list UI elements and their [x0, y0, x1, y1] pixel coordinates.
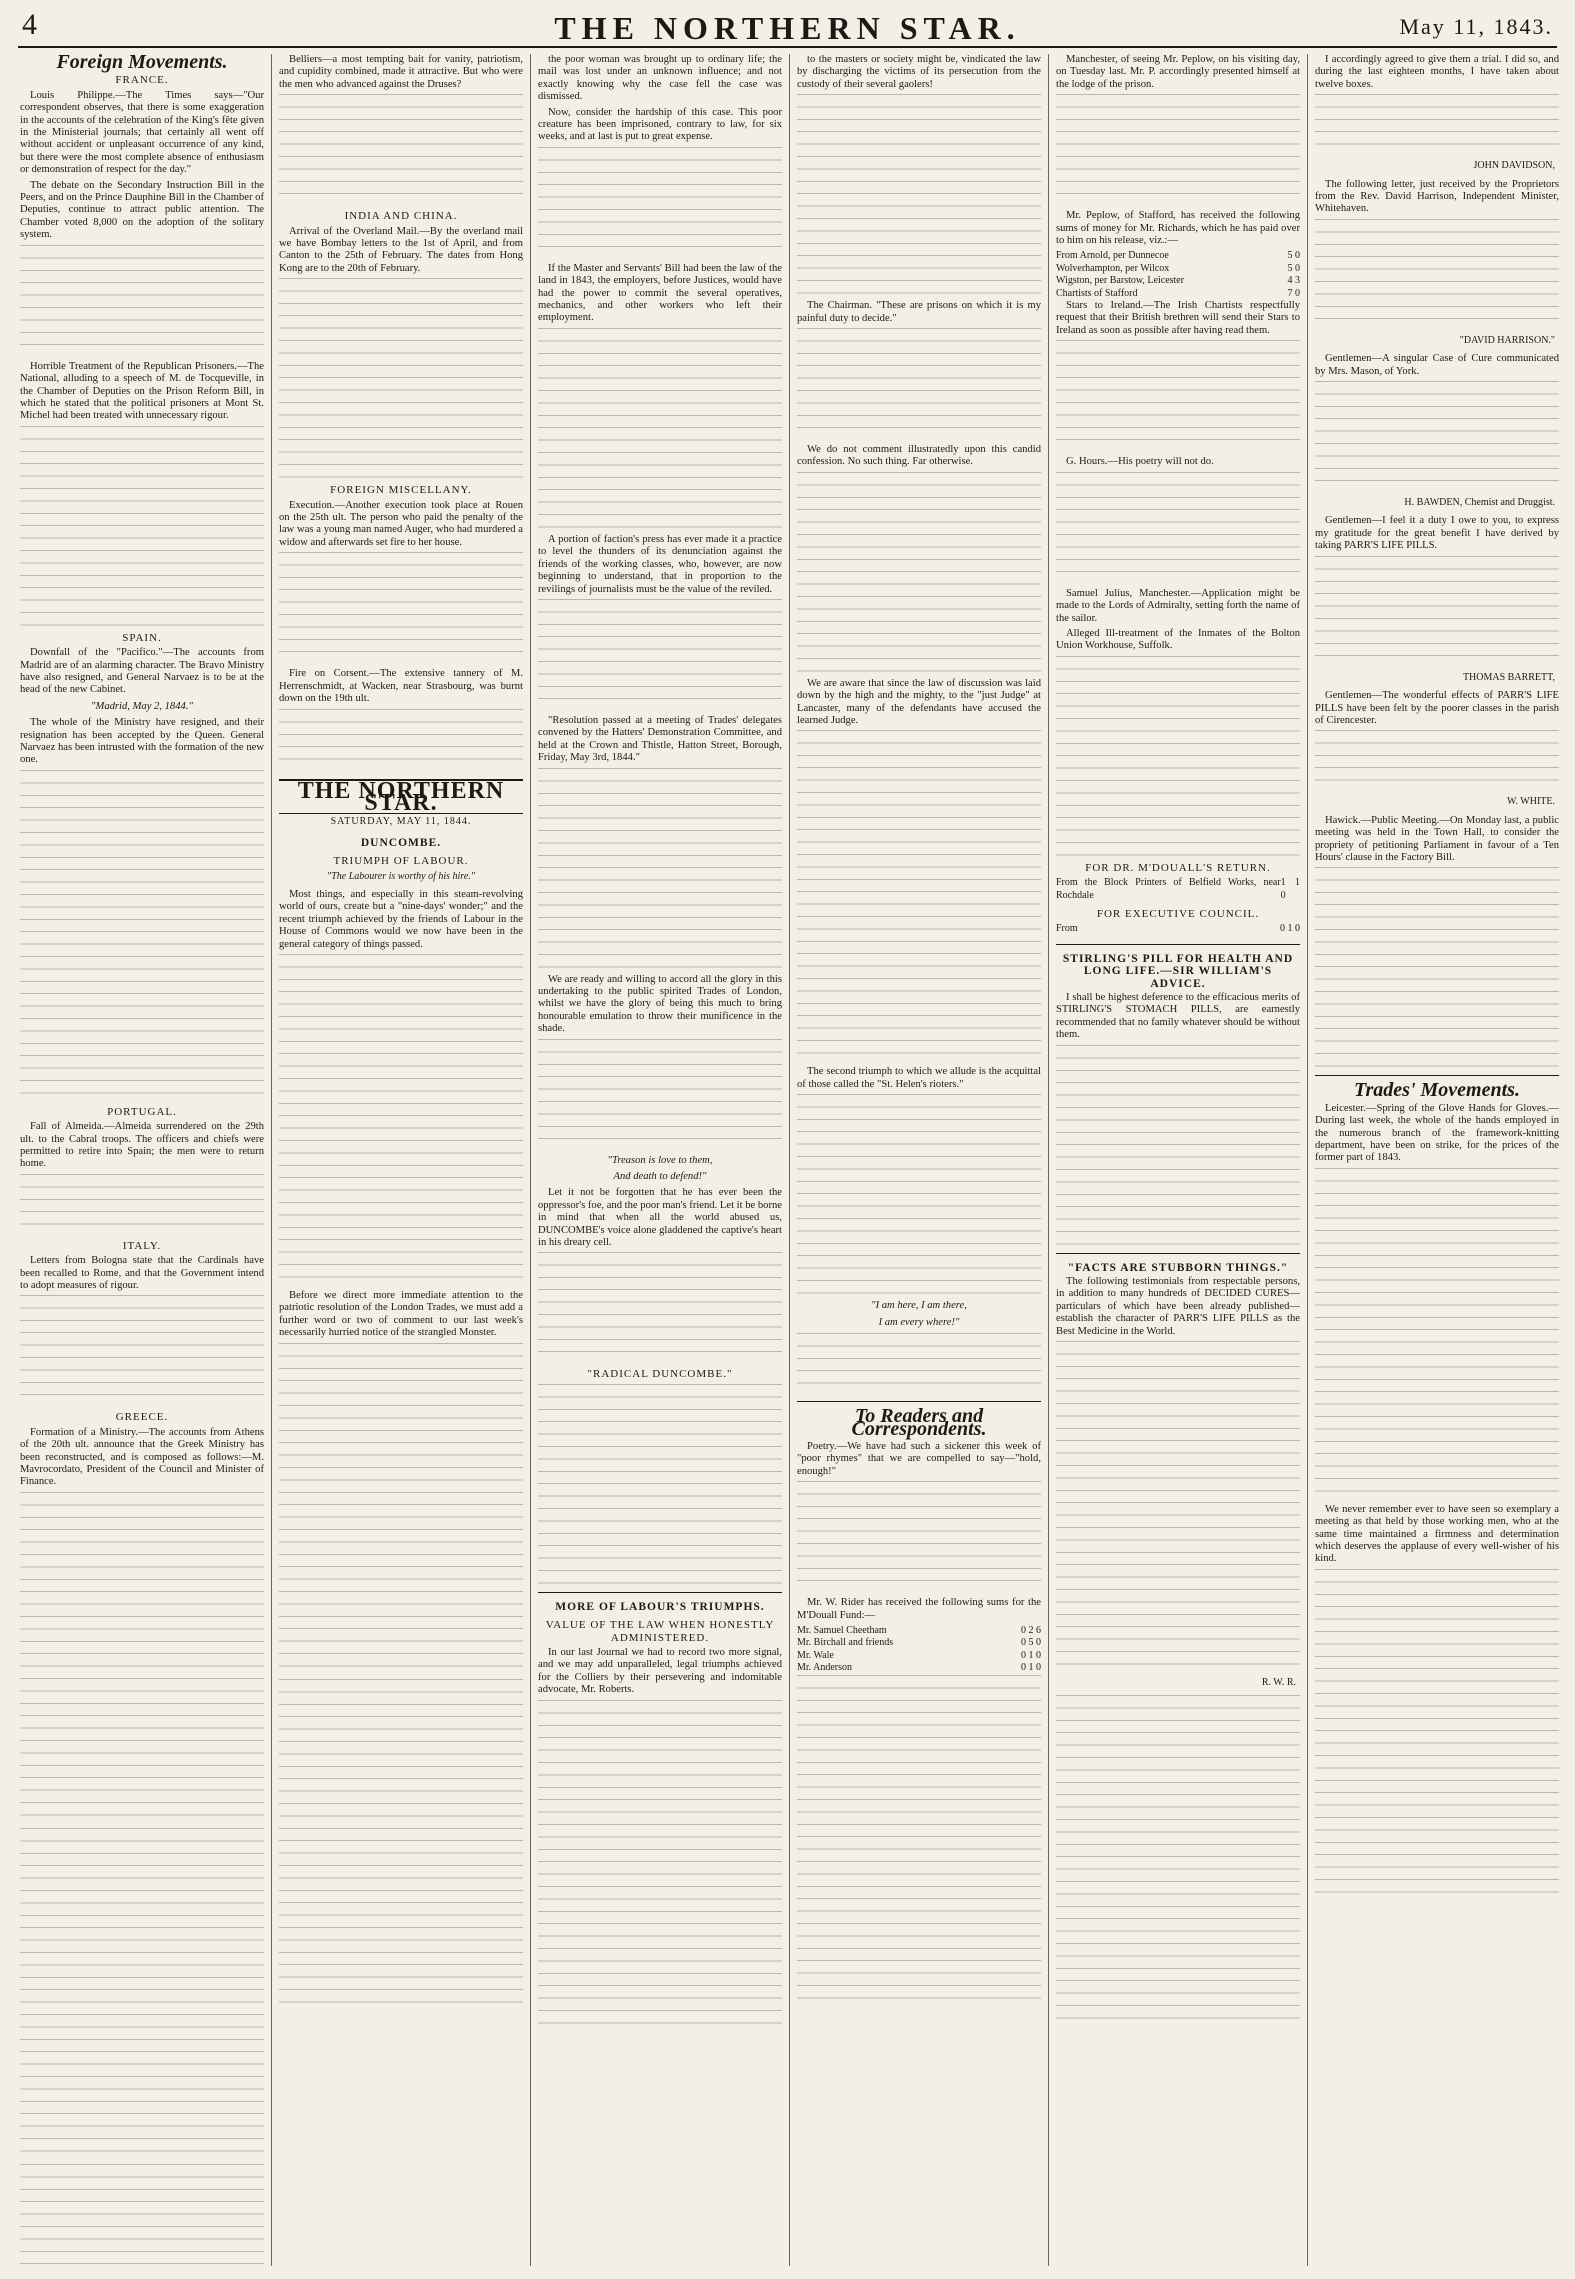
leader-newspaper-title: THE NORTHERN STAR.	[279, 779, 523, 815]
article-body-lines	[1056, 656, 1300, 856]
article-paragraph: We are ready and willing to accord all the glory in this undertaking to the public spirited Trades of London, whilst we have the glory of being this much to bring honourable emulation to throw their munificence in the shade.	[538, 973, 782, 1035]
signature: W. WHITE.	[1506, 796, 1555, 808]
advert-paragraph: Gentlemen—The wonderful effects of PARR'S LIFE PILLS have been felt by the poorer classes in the parish of Cirencester.	[1315, 690, 1559, 726]
article-paragraph: We are aware that since the law of discussion was laid down by the high and the mighty, to the "just Judge" at Lancaster, many of the defendants have accused the learned Judge.	[797, 677, 1041, 727]
subheading-value-of-law: VALUE OF THE LAW WHEN HONESTLY ADMINISTERED.	[545, 1619, 775, 1644]
article-body-lines	[20, 1295, 264, 1405]
advert-body-lines	[1315, 219, 1559, 329]
heading-more-triumphs: MORE OF LABOUR'S TRIUMPHS.	[555, 1600, 765, 1613]
article-paragraph: A portion of faction's press has ever made it a practice to level the thunders of its denunciation against the friends of the working classes, who, however, are now beginning to understand, that in proportion to the revilings of journalists must be the value of the reviled.	[538, 533, 782, 595]
article-paragraph: Stars to Ireland.—The Irish Chartists respectfully request that their British brethren will send their Stars to Ireland as soon as possible after having read them.	[1056, 300, 1300, 336]
subscription-row: Chartists of Stafford 7 0	[1056, 287, 1300, 299]
advert-paragraph: The following testimonials from respectable persons, in addition to many hundreds of DECIDED CURES—particulars of which have been already published—establish the character of PARR'S LIFE PILLS as the Best Medicine in the World.	[1056, 1276, 1300, 1337]
advert-body-lines	[1056, 1045, 1300, 1245]
article-paragraph: Execution.—Another execution took place at Rouen on the 25th ult. The person who paid the penalty of the law was a young man named Auger, who had murdered a widow and afterwards set fire to her house.	[279, 499, 523, 548]
article-body-lines	[538, 768, 782, 968]
subscription-row: Wigston, per Barstow, Leicester 4 3	[1056, 275, 1300, 287]
article-paragraph: Horrible Treatment of the Republican Prisoners.—The National, alluding to a speech of M. de Tocqueville, in the Chamber of Deputies on the Prison Reform Bill, in which he stated that the political prisoners at Mont St. Michel had been treated with unnecessary rigour.	[20, 360, 264, 422]
article-body-lines	[797, 94, 1041, 294]
article-body-lines	[538, 1252, 782, 1362]
article-body-lines	[279, 1679, 523, 2009]
signature: "DAVID HARRISON."	[1459, 334, 1555, 346]
divider	[797, 1401, 1041, 1402]
advert-body-lines	[1315, 381, 1559, 491]
article-body-lines	[279, 1343, 523, 1673]
article-body-lines	[797, 1333, 1041, 1393]
article-body-lines	[538, 328, 782, 528]
article-paragraph: "Resolution passed at a meeting of Trades' delegates convened by the Hatters' Demonstration Committee, and held at the Crown and Thistle, Hatton Street, Borough, Friday, May 3rd, 1844."	[538, 714, 782, 764]
masthead	[18, 6, 1557, 48]
subhead-india-china: INDIA AND CHINA.	[344, 210, 458, 223]
advert-body-lines	[1315, 730, 1559, 790]
dateline-quote: "Madrid, May 2, 1844."	[91, 700, 193, 712]
advert-body-lines	[1056, 1341, 1300, 1671]
article-paragraph: In our last Journal we had to record two more signal, and we may add unparalleled, legal triumphs achieved for the Colliers by their persevering and indomitable advocate, Mr. Roberts.	[538, 1647, 782, 1696]
divider	[1056, 944, 1300, 945]
article-body-lines	[279, 709, 523, 769]
leader-heading-duncombe: DUNCOMBE.	[360, 836, 442, 849]
subhead-france: FRANCE.	[115, 74, 169, 87]
signature: H. BAWDEN, Chemist and Druggist.	[1404, 497, 1555, 509]
section-title-foreign: Foreign Movements.	[56, 54, 228, 73]
article-body-lines	[797, 1481, 1041, 1591]
signature: R. W. R.	[1261, 1677, 1296, 1689]
advert-heading-facts: "FACTS ARE STUBBORN THINGS."	[1067, 1261, 1289, 1274]
subhead-radical-duncombe: "RADICAL DUNCOMBE."	[587, 1368, 733, 1381]
column-4	[797, 54, 1041, 2266]
column-2	[279, 54, 523, 2266]
signature: THOMAS BARRETT,	[1462, 671, 1555, 683]
verse-line: I am every where!"	[878, 1316, 960, 1328]
article-paragraph: Belliers—a most tempting bait for vanity, patriotism, and cupidity combined, made it attractive. But who were the men who advanced against the Druses?	[279, 54, 523, 90]
article-body-lines	[797, 472, 1041, 672]
newspaper-title: THE NORTHERN STAR.	[554, 10, 1021, 46]
advert-paragraph: Gentlemen—A singular Case of Cure communicated by Mrs. Mason, of York.	[1315, 353, 1559, 377]
subscription-row: Mr. Birchall and friends 0 5 0	[797, 1637, 1041, 1649]
article-paragraph: to the masters or society might be, vindicated the law by discharging the victims of its persecution from the custody of their several gaolers!	[797, 54, 1041, 90]
page-number: 4	[22, 8, 37, 41]
article-paragraph: G. Hours.—His poetry will not do.	[1066, 456, 1214, 468]
column-rule	[789, 54, 790, 2266]
article-paragraph: Now, consider the hardship of this case. This poor creature has been imprisoned, contrary to law, for six weeks, and at last is put to great expense.	[538, 106, 782, 143]
article-paragraph: We never remember ever to have seen so exemplary a meeting as that held by those working men, who at the same time maintained a firmness and determination which deserves the applause of every well-wisher of his kind.	[1315, 1503, 1559, 1565]
article-paragraph: Fall of Almeida.—Almeida surrendered on the 29th ult. to the Cabral troops. The officers and chiefs were permitted to retire into Spain; the men were to return home.	[20, 1121, 264, 1170]
article-paragraph: the poor woman was brought up to ordinary life; the mail was lost under an unknown influence; and not exactly knowing why the case fell the case was dismissed.	[538, 54, 782, 103]
article-body-lines	[20, 1828, 264, 2158]
advert-body-lines	[1315, 556, 1559, 666]
subscription-row: Mr. Samuel Cheetham 0 2 6	[797, 1624, 1041, 1636]
article-body-lines	[20, 245, 264, 355]
subhead-greece: GREECE.	[115, 1411, 169, 1424]
column-rule	[1048, 54, 1049, 2266]
divider	[1315, 1075, 1559, 1076]
advert-paragraph: I shall be highest deference to the efficacious merits of STIRLING'S STOMACH PILLS, are earnestly recommended that no family whatever should be without them.	[1056, 991, 1300, 1041]
divider	[1056, 1253, 1300, 1254]
article-body-lines	[797, 328, 1041, 438]
advert-heading-stirling: STIRLING'S PILL FOR HEALTH AND LONG LIFE.—SIR WILLIAM'S ADVICE.	[1062, 952, 1294, 990]
subscription-row: From the Block Printers of Belfield Works, near Rochdale 1 1 0	[1056, 877, 1300, 901]
article-paragraph: Before we direct more immediate attention to the patriotic resolution of the London Trades, we must add a further word or two of comment to our last week's necessarily hurried notice of the strangled Monster.	[279, 1289, 523, 1339]
article-body-lines	[20, 426, 264, 626]
article-body-lines	[1315, 867, 1559, 1067]
article-paragraph: The whole of the Ministry have resigned, and their resignation has been accepted by the Queen. General Narvaez has been intrusted with the formation of the new one.	[20, 717, 264, 766]
advert-paragraph: The following letter, just received by the Proprietors from the Rev. David Harrison, Independent Minister, Whitehaven.	[1315, 178, 1559, 215]
article-body-lines	[279, 552, 523, 662]
subhead-executive-council: FOR EXECUTIVE COUNCIL.	[1096, 907, 1260, 920]
article-body-lines	[20, 2164, 264, 2266]
divider	[538, 1592, 782, 1593]
subhead-spain: SPAIN.	[122, 631, 162, 644]
article-body-lines	[20, 1492, 264, 1822]
subhead-mdouall-return: FOR DR. M'DOUALL'S RETURN.	[1085, 861, 1271, 874]
article-paragraph: Most things, and especially in this steam-revolving world of ours, create but a "nine-days' wonder;" and the recent triumph achieved by the friends of Labour in the House of Commons would we now have been in the general category of things passed.	[279, 888, 523, 950]
article-paragraph: The second triumph to which we allude is the acquittal of those called the "St. Helen's rioters."	[797, 1066, 1041, 1090]
subhead-italy: ITALY.	[122, 1239, 162, 1252]
verse-line: "Treason is love to them,	[607, 1154, 713, 1166]
article-paragraph: Leicester.—Spring of the Glove Hands for Gloves.—During last week, the whole of the hands employed in the numerous branch of the framework-knitting department, have been on strike, for the prices of the former part of 1843.	[1315, 1102, 1559, 1164]
article-body-lines	[20, 1174, 264, 1234]
article-body-lines	[1315, 1168, 1559, 1498]
article-body-lines	[538, 1700, 782, 2030]
article-paragraph: Formation of a Ministry.—The accounts from Athens of the 20th ult. announce that the Greek Ministry has been reconstructed, and is composed as follows:—M. Mavrocordato, President of the Council and Minister of Finance.	[20, 1426, 264, 1488]
subscription-row: Wolverhampton, per Wilcox 5 0	[1056, 262, 1300, 274]
verse-line: "I am here, I am there,	[871, 1300, 967, 1312]
article-body-lines	[279, 278, 523, 478]
article-body-lines	[538, 147, 782, 257]
article-body-lines	[538, 1039, 782, 1149]
article-body-lines	[1056, 472, 1300, 582]
section-title-readers: To Readers and Correspondents.	[851, 1405, 987, 1440]
signature: JOHN DAVIDSON,	[1473, 160, 1555, 172]
leader-subheading: TRIUMPH OF LABOUR.	[333, 855, 469, 868]
column-rule	[271, 54, 272, 2266]
verse-line: And death to defend!"	[613, 1170, 707, 1182]
article-paragraph: If the Master and Servants' Bill had been the law of the land in 1843, the employers, before Justices, would have had the power to commit the several operatives, mechanics, and other workers who left their employment.	[538, 262, 782, 324]
article-body-lines	[279, 954, 523, 1284]
advert-body-lines	[1315, 94, 1559, 154]
article-paragraph: The Chairman. "These are prisons on which it is my painful duty to decide."	[797, 300, 1041, 324]
advert-body-lines	[1056, 1695, 1300, 2025]
article-body-lines	[797, 1094, 1041, 1294]
article-body-lines	[1056, 94, 1300, 204]
article-paragraph: We do not comment illustratedly upon this candid confession. No such thing. Far otherwise.	[797, 444, 1041, 468]
column-3	[538, 54, 782, 2266]
article-paragraph: Alleged Ill-treatment of the Inmates of the Bolton Union Workhouse, Suffolk.	[1056, 627, 1300, 652]
article-body-lines	[1315, 1569, 1559, 1899]
article-paragraph: The debate on the Secondary Instruction Bill in the Peers, and on the Prince Dauphine Bill in the Chamber of Deputies, continue to attract public attention. The Chamber voted 8,000 on the adoption of the solitary system.	[20, 179, 264, 241]
article-body-lines	[797, 1675, 1041, 2005]
subhead-foreign-miscellany: FOREIGN MISCELLANY.	[330, 484, 472, 497]
article-body-lines	[538, 1384, 782, 1584]
advert-paragraph: Gentlemen—I feel it a duty I owe to you, to express my gratitude for the great benefit I have derived by taking PARR'S LIFE PILLS.	[1315, 515, 1559, 552]
leader-motto: "The Labourer is worthy of his hire."	[327, 870, 475, 882]
article-body-lines	[797, 730, 1041, 1060]
column-5	[1056, 54, 1300, 2266]
column-6	[1315, 54, 1559, 2266]
article-paragraph: Arrival of the Overland Mail.—By the overland mail we have Bombay letters to the 1st of April, and from Canton to the 25th of February. The dates from Hong Kong are to the 20th of February.	[279, 225, 523, 274]
article-body-lines	[538, 599, 782, 709]
subscription-row: Mr. Wale 0 1 0	[797, 1649, 1041, 1661]
column-1	[20, 54, 264, 2266]
article-paragraph: Manchester, of seeing Mr. Peplow, on his visiting day, on Tuesday last. Mr. P. accordingly presented himself at the lodge of the prison.	[1056, 54, 1300, 90]
issue-date: May 11, 1843.	[1399, 14, 1553, 39]
section-title-trades: Trades' Movements.	[1354, 1079, 1520, 1102]
article-body-lines	[279, 94, 523, 204]
column-rule	[530, 54, 531, 2266]
article-paragraph: Downfall of the "Pacifico."—The accounts from Madrid are of an alarming character. The Bravo Ministry have also resigned, and General Narvaez is to be at the head of the new Cabinet.	[20, 647, 264, 696]
article-paragraph: Letters from Bologna state that the Cardinals have been recalled to Rome, and that the Government intend to adopt measures of rigour.	[20, 1255, 264, 1292]
article-paragraph: Mr. W. Rider has received the following sums for the M'Douall Fund:—	[797, 1597, 1041, 1621]
article-paragraph: Mr. Peplow, of Stafford, has received the following sums of money for Mr. Richards, which he has paid over to him on his release, viz.:—	[1056, 210, 1300, 247]
article-body-lines	[20, 770, 264, 1100]
article-paragraph: Samuel Julius, Manchester.—Application might be made to the Lords of Admiralty, setting forth the name of the sailor.	[1056, 587, 1300, 624]
column-rule	[1307, 54, 1308, 2266]
article-paragraph: Louis Philippe.—The Times says—"Our correspondent observes, that there is some exaggeration in the accounts of the celebration of the King's fête given in the Ministerial journals; that certainly all went off without accident or unpleasant occurrence of any kind, but there were the most complete absence of enthusiasm or demonstration of respect for the day."	[20, 89, 264, 176]
leader-date: SATURDAY, MAY 11, 1844.	[330, 816, 472, 828]
subhead-portugal: PORTUGAL.	[107, 1105, 177, 1118]
article-body-lines	[1056, 340, 1300, 450]
article-paragraph: Hawick.—Public Meeting.—On Monday last, a public meeting was held in the Town Hall, to consider the propriety of petitioning Parliament in favour of a Ten Hours' clause in the Factory Bill.	[1315, 814, 1559, 863]
subscription-row: Mr. Anderson 0 1 0	[797, 1662, 1041, 1674]
advert-paragraph: I accordingly agreed to give them a trial. I did so, and during the last eighteen months, I have taken about twelve boxes.	[1315, 54, 1559, 90]
article-paragraph: Poetry.—We have had such a sickener this week of "poor rhymes" that we are compelled to say—"hold, enough!"	[797, 1440, 1041, 1477]
article-paragraph: Let it not be forgotten that he has ever been the oppressor's foe, and the poor man's friend. Let it be borne in mind that when all the world abused us, DUNCOMBE's voice alone gladdened the captive's heart in his dreary cell.	[538, 1187, 782, 1248]
subscription-row: From Arnold, per Dunnecoe 5 0	[1056, 250, 1300, 262]
article-paragraph: Fire on Corsent.—The extensive tannery of M. Herrenschmidt, at Wacken, near Strasbourg, was burnt down on the 19th ult.	[279, 668, 523, 705]
subscription-row: From 0 1 0	[1056, 923, 1300, 935]
